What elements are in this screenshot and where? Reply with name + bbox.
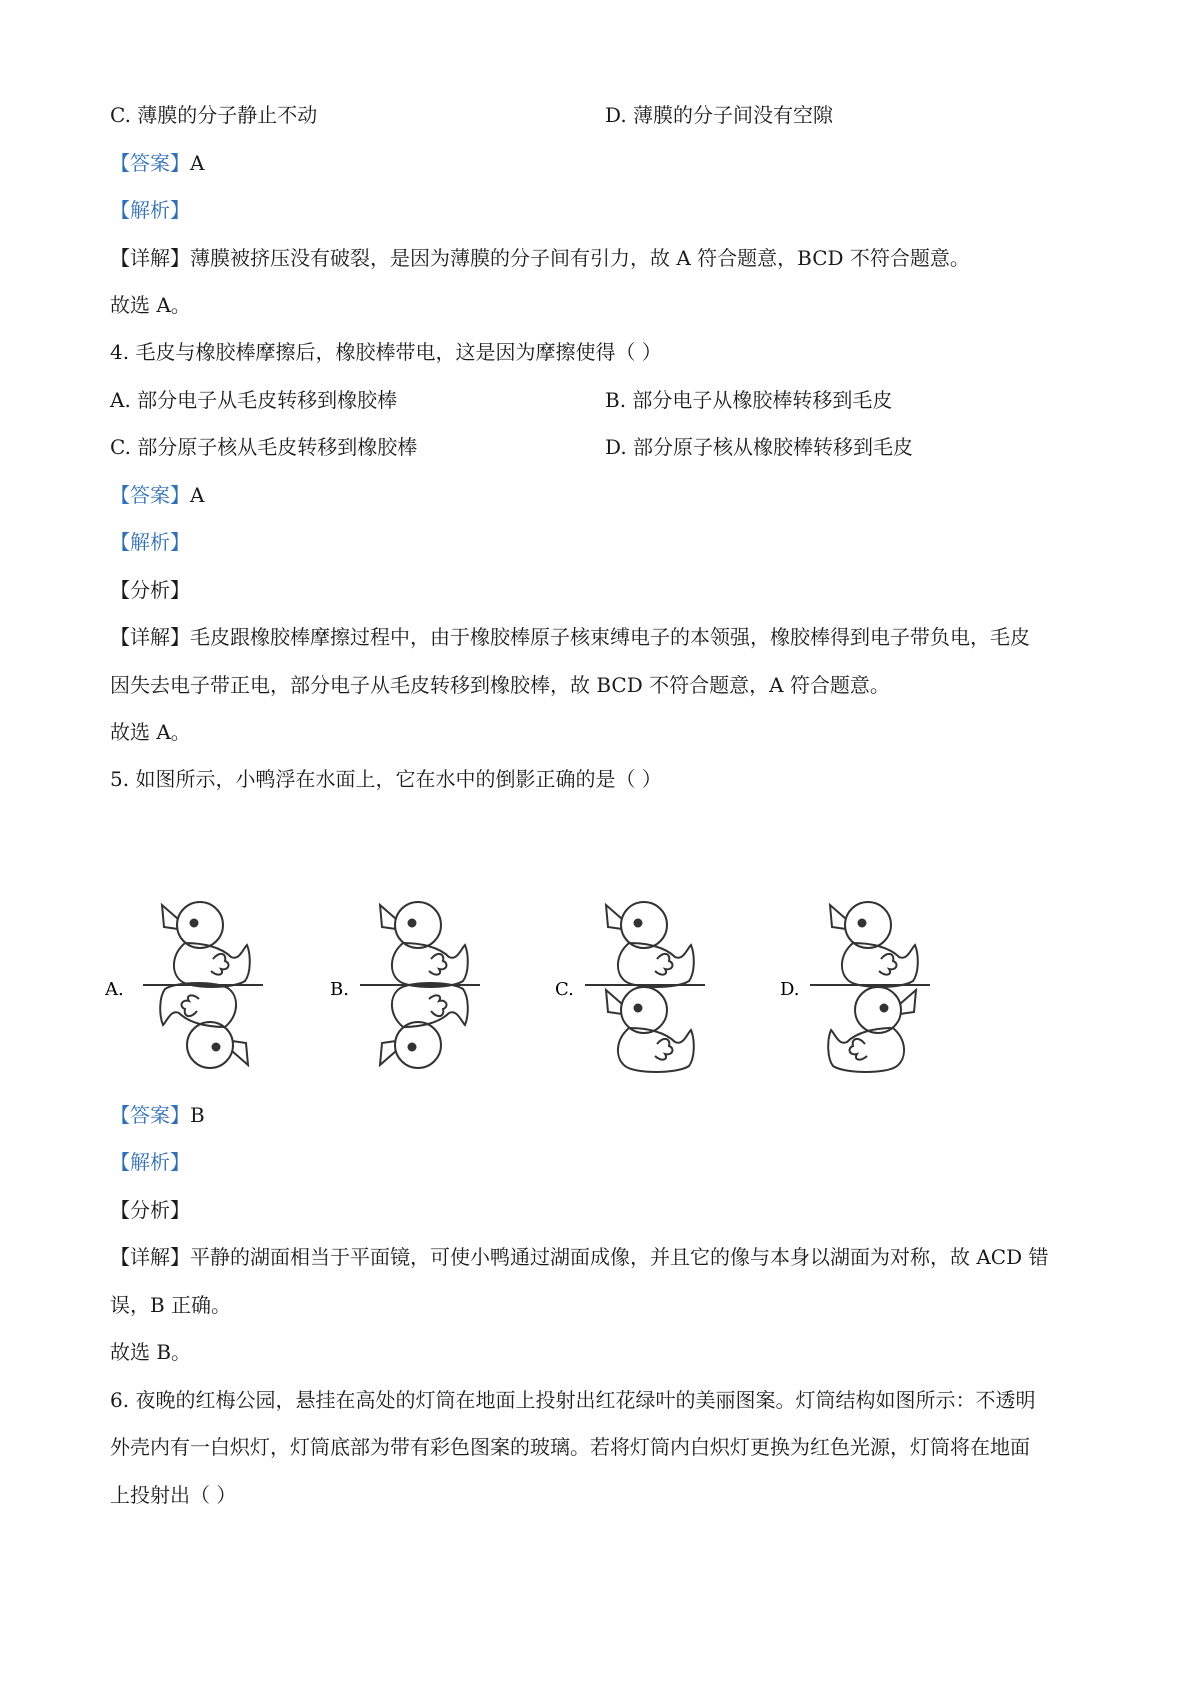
- q4-choice: 故选 A。: [110, 720, 191, 744]
- q5-detail-line2: 误，B 正确。: [110, 1293, 232, 1317]
- q4-analysis-tag: 【解析】: [110, 530, 190, 554]
- q3-option-d: D. 薄膜的分子间没有空隙: [605, 103, 834, 127]
- q4-stem: 4. 毛皮与橡胶棒摩擦后，橡胶棒带电，这是因为摩擦使得（ ）: [110, 340, 662, 364]
- option-c: [555, 902, 705, 1072]
- answer-tag: 【答案】: [110, 483, 190, 507]
- answer-value: A: [190, 151, 205, 175]
- q5-stem: 5. 如图所示，小鸭浮在水面上，它在水中的倒影正确的是（ ）: [110, 767, 662, 791]
- q3-answer: [110, 148, 204, 178]
- q6-line2: 外壳内有一白炽灯，灯筒底部为带有彩色图案的玻璃。若将灯筒内白炽灯更换为红色光源，灯筒将在地面: [110, 1435, 1030, 1459]
- q5-detail-line1: 【详解】平静的湖面相当于平面镜，可使小鸭通过湖面成像，并且它的像与本身以湖面为对称，故 ACD 错: [110, 1245, 1049, 1269]
- q6-line1: 6. 夜晚的红梅公园，悬挂在高处的灯筒在地面上投射出红花绿叶的美丽图案。灯筒结构如图所示：不透明: [110, 1388, 1036, 1412]
- figure-label-d: D.: [780, 979, 800, 1000]
- answer-tag: 【答案】: [110, 1103, 190, 1127]
- q4-fenxi: 【分析】: [110, 578, 190, 602]
- figure-label-c: C.: [555, 979, 574, 1000]
- q4-detail-line1: 【详解】毛皮跟橡胶棒摩擦过程中，由于橡胶棒原子核束缚电子的本领强，橡胶棒得到电子带负电，毛皮: [110, 625, 1030, 649]
- q4-option-a: A. 部分电子从毛皮转移到橡胶棒: [110, 388, 398, 412]
- q5-fenxi: 【分析】: [110, 1198, 190, 1222]
- q5-choice: 故选 B。: [110, 1340, 192, 1364]
- figure-label-b: B.: [330, 979, 349, 1000]
- q4-detail-line2: 因失去电子带正电，部分电子从毛皮转移到橡胶棒，故 BCD 不符合题意，A 符合题意。: [110, 673, 890, 697]
- q3-detail: 【详解】薄膜被挤压没有破裂，是因为薄膜的分子间有引力，故 A 符合题意，BCD 不符合题意。: [110, 246, 970, 270]
- option-b: [330, 902, 480, 1068]
- option-d: [780, 902, 930, 1072]
- q4-option-c: C. 部分原子核从毛皮转移到橡胶棒: [110, 435, 418, 459]
- option-a: [105, 902, 263, 1068]
- q6-line3: 上投射出（ ）: [110, 1483, 237, 1507]
- q4-option-d: D. 部分原子核从橡胶棒转移到毛皮: [605, 435, 914, 459]
- answer-tag: 【答案】: [110, 151, 190, 175]
- q4-option-b: B. 部分电子从橡胶棒转移到毛皮: [605, 388, 893, 412]
- q5-analysis-tag: 【解析】: [110, 1150, 190, 1174]
- answer-value: B: [190, 1103, 205, 1127]
- q5-answer: [110, 1100, 205, 1130]
- answer-value: A: [190, 483, 205, 507]
- duck-reflection-figure: [105, 885, 1045, 1085]
- q4-answer: [110, 480, 204, 510]
- figure-label-a: A.: [105, 979, 124, 1000]
- q3-option-c: C. 薄膜的分子静止不动: [110, 103, 318, 127]
- q3-analysis-tag: 【解析】: [110, 198, 190, 222]
- q3-choice: 故选 A。: [110, 293, 191, 317]
